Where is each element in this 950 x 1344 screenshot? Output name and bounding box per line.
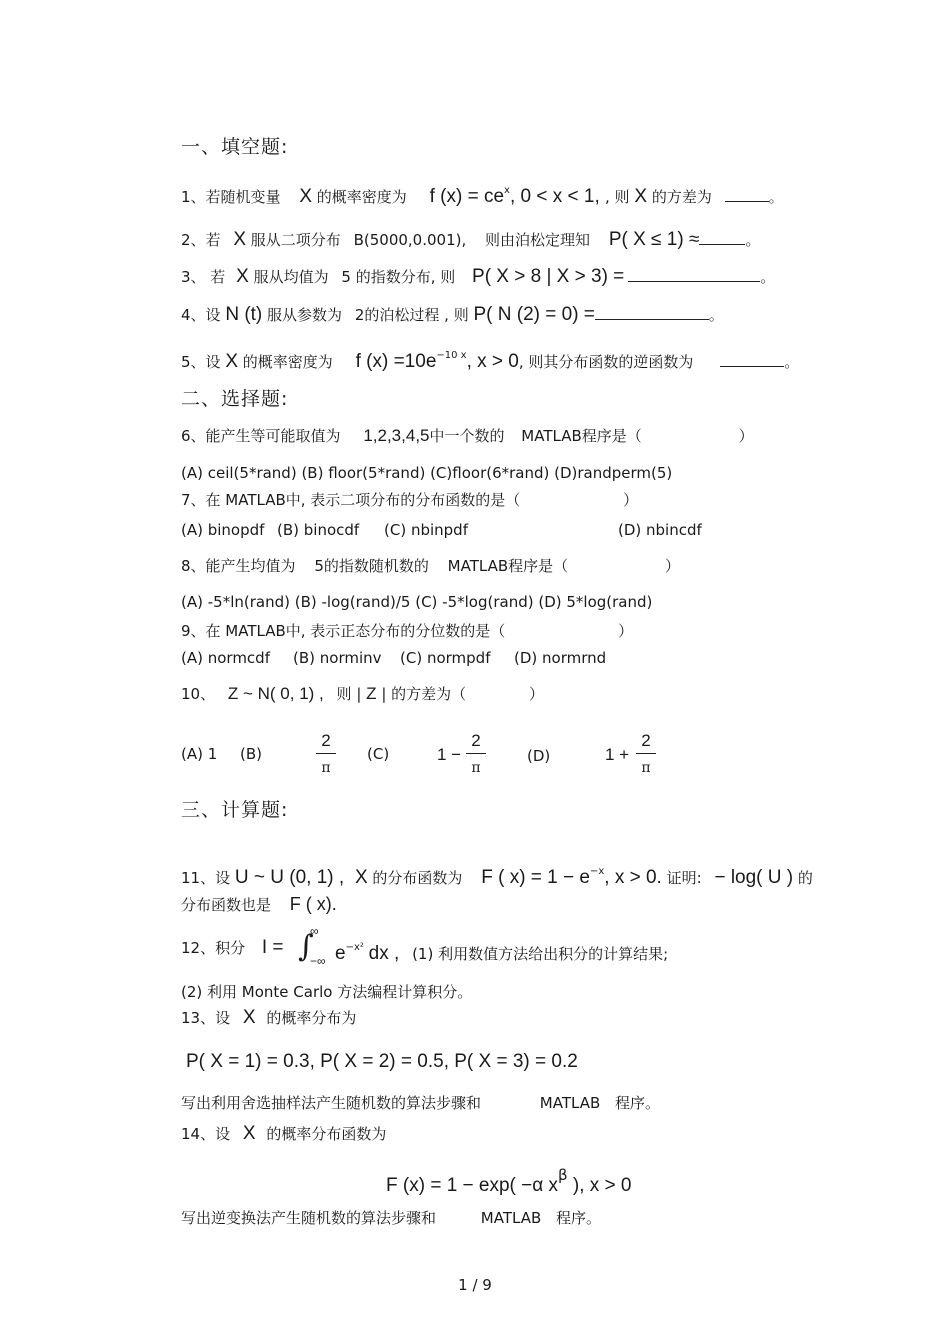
q13-matlab: MATLAB — [539, 1094, 601, 1112]
q7-text: 7、在 MATLAB中, 表示二项分布的分布函数的是（ — [181, 491, 521, 509]
q2-answer-blank[interactable] — [699, 230, 745, 245]
q5-formula2: , x > 0 — [466, 351, 519, 372]
q5-prefix: 5、设 — [181, 353, 221, 371]
q14-end: 程序。 — [556, 1209, 602, 1227]
q4-formula: N (t) — [225, 304, 263, 325]
q4-end: 。 — [708, 306, 724, 324]
q5-var: X — [225, 351, 239, 372]
q7-option-d: (D) nbincdf — [618, 521, 702, 539]
q13-prefix: 13、设 — [181, 1009, 231, 1027]
q14-formula-line — [386, 1165, 631, 1196]
q11-line2 — [181, 894, 337, 915]
q6-tail2: 程序是（ — [581, 427, 642, 445]
q14-formula2: ), x > 0 — [567, 1175, 632, 1196]
question-2 — [181, 230, 760, 250]
q13-mid: 的概率分布为 — [266, 1009, 357, 1027]
question-8 — [181, 556, 680, 576]
question-3 — [181, 267, 775, 287]
question-4 — [181, 305, 724, 325]
q1-formula2: , 0 < x < 1, — [509, 186, 606, 207]
q6-close: ） — [738, 427, 754, 445]
q8-close: ） — [664, 557, 680, 575]
q11-var: X — [354, 867, 368, 888]
q11-sup: −x — [589, 866, 605, 877]
q3-num: 5 — [341, 268, 351, 286]
q4-mid: 服从参数为 — [267, 306, 343, 324]
q4-tail: 的泊松过程 , 则 — [364, 306, 469, 324]
q11-formula3: − log( U ) — [714, 867, 794, 888]
q2-tail: 则由泊松定理知 — [485, 231, 591, 249]
q9-option-d: (D) normrnd — [514, 649, 607, 667]
question-5 — [181, 346, 799, 372]
q3-formula: P( X > 8 | X > 3) = — [472, 266, 625, 287]
q2-var: X — [233, 229, 247, 250]
q6-text: 6、能产生等可能取值为 — [181, 427, 341, 445]
q8-num: 5 — [314, 557, 324, 575]
q7-option-b: (B) binocdf — [277, 521, 360, 539]
q1-var2: X — [634, 186, 648, 207]
q5-answer-blank[interactable] — [720, 352, 784, 367]
q5-sup: −10 x — [436, 350, 467, 361]
q1-mid: 的概率密度为 — [316, 188, 407, 206]
q1-answer-blank[interactable] — [725, 187, 769, 202]
q14-prefix: 14、设 — [181, 1125, 231, 1143]
q12-prefix: 12、积分 — [181, 939, 246, 957]
q5-tail: , 则其分布函数的逆函数为 — [518, 353, 694, 371]
q10-prefix: 10、 — [181, 685, 216, 703]
integral-sign-icon: ∫ — [298, 929, 314, 964]
q9-option-a: (A) normcdf — [181, 649, 270, 667]
q12-dx: dx , — [368, 943, 400, 964]
q10-option-d-label: (D) — [527, 747, 551, 765]
q9-close: ） — [618, 622, 634, 640]
question-13 — [181, 1008, 356, 1028]
q10-option-d-prefix: 1 + — [605, 745, 630, 764]
q9-option-b: (B) norminv — [293, 649, 382, 667]
q6-matlab: MATLAB — [521, 427, 582, 445]
q10-mid: 则 | — [336, 685, 362, 703]
q1-sup: x — [504, 185, 510, 196]
q10-option-d-fraction — [636, 731, 656, 778]
q12-lower-limit: −∞ — [310, 954, 326, 968]
q11-tail2: 的 — [797, 869, 813, 887]
q10-option-a: (A) 1 — [181, 745, 218, 763]
q11-prefix: 11、设 — [181, 869, 231, 887]
q6-options: (A) ceil(5*rand) (B) floor(5*rand) (C)floor(6*rand) (D)randperm(5) — [181, 464, 673, 482]
q10-b-den: π — [321, 760, 331, 776]
q3-mid: 服从均值为 — [253, 268, 329, 286]
q7-close: ） — [623, 491, 639, 509]
q10-formula: Z ~ N( 0, 1) , — [227, 684, 324, 703]
q13-formula: P( X = 1) = 0.3, P( X = 2) = 0.5, P( X = 3) = 0.2 — [186, 1051, 578, 1072]
q7-option-a: (A) binopdf — [181, 521, 265, 539]
q2-end: 。 — [745, 231, 761, 249]
section-heading-choice: 二、选择题: — [181, 388, 289, 410]
q2-mid: 服从二项分布 — [250, 231, 341, 249]
q12-sup: −x² — [345, 942, 364, 953]
q10-option-b-fraction — [316, 731, 336, 778]
q3-end: 。 — [760, 268, 776, 286]
q10-option-b-label: (B) — [240, 745, 262, 763]
question-11 — [181, 862, 813, 888]
q14-matlab: MATLAB — [480, 1209, 542, 1227]
q11-u: U ~ U (0, 1) , — [234, 867, 345, 888]
q3-var: X — [236, 266, 249, 287]
q14-line-text: 写出逆变换法产生随机数的算法步骤和 — [181, 1209, 437, 1227]
q13-end: 程序。 — [615, 1094, 661, 1112]
q13-line — [181, 1093, 660, 1113]
q5-mid: 的概率密度为 — [242, 353, 333, 371]
q1-prefix: 1、若随机变量 — [181, 188, 281, 206]
q10-d-num: 2 — [641, 731, 651, 750]
q8-tail2: 程序是（ — [508, 557, 569, 575]
q12-integrand: e — [335, 943, 346, 964]
q10-tail: | 的方差为（ — [381, 685, 467, 703]
q10-option-c-prefix: 1 − — [437, 745, 462, 764]
q12-line2: (2) 利用 Monte Carlo 方法编程计算积分。 — [181, 983, 473, 1001]
q14-var: X — [242, 1123, 256, 1144]
q3-answer-blank[interactable] — [628, 267, 760, 282]
q14-sup: β — [558, 1166, 568, 1184]
q5-end: 。 — [784, 353, 800, 371]
q10-c-num: 2 — [471, 731, 481, 750]
q13-line-text: 写出利用舍选抽样法产生随机数的算法步骤和 — [181, 1094, 482, 1112]
q1-tail: , 则 — [605, 188, 630, 206]
q12-formula: I = — [261, 937, 284, 958]
q10-option-c-label: (C) — [367, 745, 390, 763]
q1-end: 。 — [768, 188, 784, 206]
q2-prefix: 2、若 — [181, 231, 221, 249]
page-number: 1 / 9 — [458, 1276, 492, 1294]
section-heading-calculation: 三、计算题: — [181, 799, 289, 821]
q10-d-den: π — [641, 760, 651, 776]
question-10 — [181, 684, 544, 704]
question-14 — [181, 1124, 386, 1144]
q12-integrand-line — [335, 938, 668, 964]
q4-formula2: P( N (2) = 0) = — [473, 304, 595, 325]
q8-matlab: MATLAB — [447, 557, 509, 575]
question-6 — [181, 426, 754, 446]
q4-answer-blank[interactable] — [595, 305, 709, 320]
q14-line — [181, 1208, 601, 1228]
q12-upper-limit: ∞ — [310, 924, 319, 938]
q7-option-c: (C) nbinpdf — [384, 521, 468, 539]
q14-formula: F (x) = 1 − exp( −α x — [386, 1175, 559, 1196]
question-9 — [181, 621, 633, 641]
q10-option-c-fraction — [466, 731, 486, 778]
q8-text: 8、能产生均值为 — [181, 557, 296, 575]
q1-tail2: 的方差为 — [651, 188, 712, 206]
question-12 — [181, 938, 284, 958]
q8-options: (A) -5*ln(rand) (B) -log(rand)/5 (C) -5*log(rand) (D) 5*log(rand) — [181, 593, 653, 611]
q9-option-c: (C) normpdf — [400, 649, 491, 667]
q8-tail: 的指数随机数的 — [323, 557, 429, 575]
question-1 — [181, 181, 784, 207]
q10-b-num: 2 — [321, 731, 331, 750]
q2-dist: B(5000,0.001), — [353, 231, 467, 249]
q11-formula: F ( x) = 1 − e — [481, 867, 590, 888]
q12-tail: (1) 利用数值方法给出积分的计算结果; — [412, 945, 669, 963]
q11-formula4: F ( x). — [289, 894, 337, 914]
q1-var: X — [299, 186, 313, 207]
q2-formula: P( X ≤ 1) ≈ — [608, 229, 700, 250]
q1-formula: f (x) = ce — [429, 186, 505, 207]
q6-nums: 1,2,3,4,5 — [363, 426, 430, 445]
q4-prefix: 4、设 — [181, 306, 221, 324]
q6-tail: 中一个数的 — [429, 427, 505, 445]
section-heading-fill-in: 一、填空题: — [181, 136, 289, 158]
q4-num: 2 — [354, 306, 365, 324]
q3-prefix: 3、 若 — [181, 268, 226, 286]
q3-tail: 的指数分布, 则 — [355, 268, 456, 286]
question-7 — [181, 490, 638, 510]
q14-mid: 的概率分布函数为 — [266, 1125, 387, 1143]
q10-var: Z — [366, 684, 377, 703]
q5-formula: f (x) =10e — [355, 351, 437, 372]
q11-line2-text: 分布函数也是 — [181, 896, 272, 914]
q10-close: ） — [528, 685, 544, 703]
q13-var: X — [242, 1007, 256, 1028]
q11-formula2: , x > 0. — [604, 867, 662, 888]
q11-tail: 证明: — [666, 869, 702, 887]
q9-text: 9、在 MATLAB中, 表示正态分布的分位数的是（ — [181, 622, 506, 640]
q11-mid: 的分布函数为 — [372, 869, 463, 887]
q10-c-den: π — [471, 760, 481, 776]
